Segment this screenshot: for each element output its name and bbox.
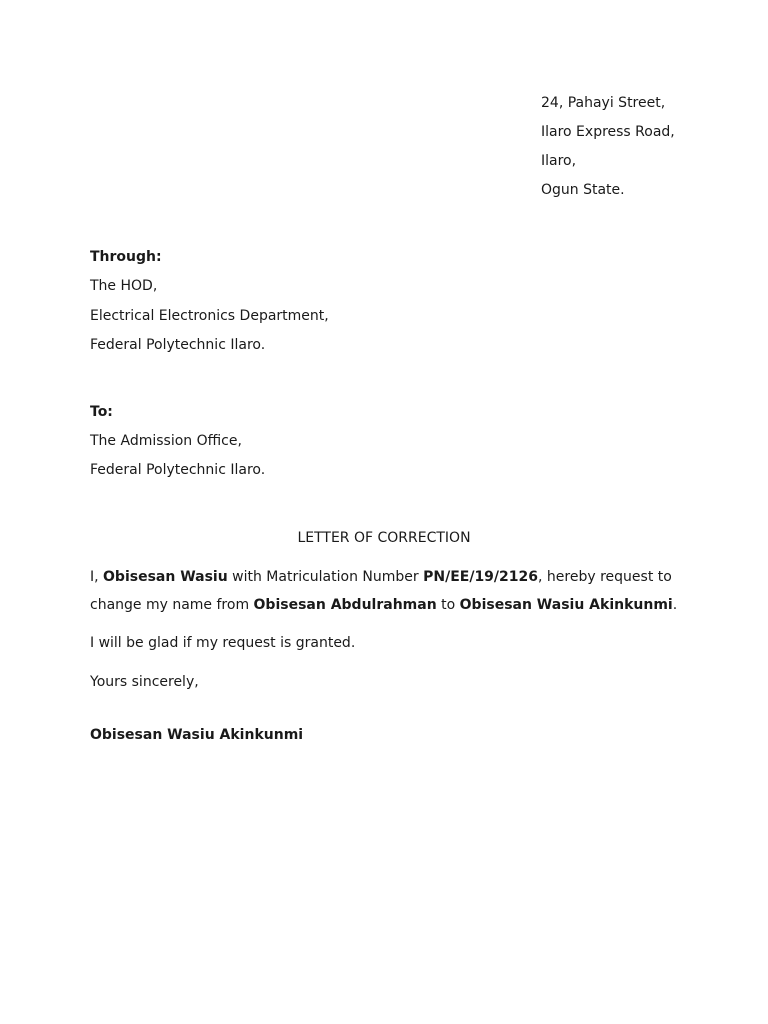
through-line-1: The HOD,: [90, 278, 158, 294]
to-line-1: The Admission Office,: [90, 433, 242, 449]
through-line-2: Electrical Electronics Department,: [90, 308, 329, 324]
closing: Yours sincerely,: [90, 674, 199, 690]
matric-number: PN/EE/19/2126: [423, 569, 539, 585]
new-name: Obisesan Wasiu Akinkunmi: [459, 597, 673, 613]
p1-mid-1: with Matriculation Number: [227, 569, 424, 585]
p1-end: .: [672, 597, 678, 613]
p1-mid-2: , hereby request to change my name from: [90, 569, 672, 613]
signature-name: Obisesan Wasiu Akinkunmi: [90, 727, 304, 743]
through-heading: Through:: [90, 249, 162, 265]
to-heading: To:: [90, 404, 113, 420]
address-line-3: Ilaro,: [541, 153, 577, 169]
letter-title: LETTER OF CORRECTION: [297, 530, 471, 546]
p1-mid-3: to: [436, 597, 460, 613]
old-name: Obisesan Abdulrahman: [253, 597, 437, 613]
address-line-4: Ogun State.: [541, 182, 625, 198]
body-paragraph-1: [90, 563, 690, 619]
student-name: Obisesan Wasiu: [103, 569, 228, 585]
body-paragraph-2: I will be glad if my request is granted.: [90, 635, 356, 651]
through-line-3: Federal Polytechnic Ilaro.: [90, 337, 266, 353]
address-line-1: 24, Pahayi Street,: [541, 95, 666, 111]
p1-prefix: I,: [90, 569, 104, 585]
address-line-2: Ilaro Express Road,: [541, 124, 675, 140]
to-line-2: Federal Polytechnic Ilaro.: [90, 462, 266, 478]
